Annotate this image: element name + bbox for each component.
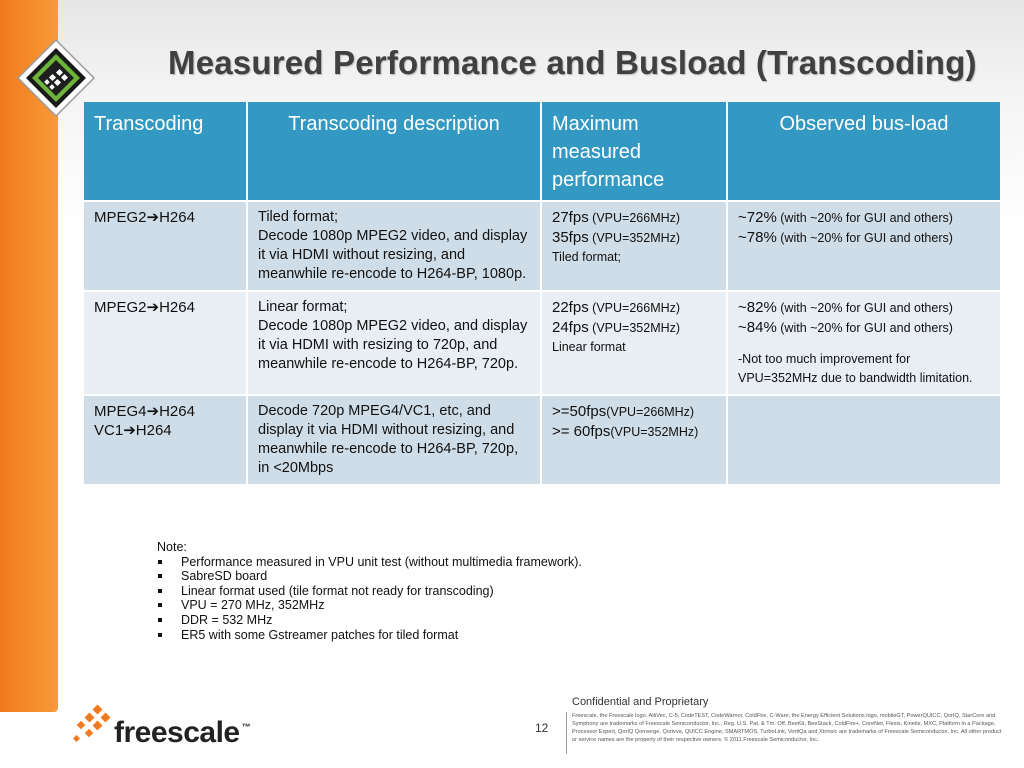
list-item: Performance measured in VPU unit test (without multimedia framework).: [157, 555, 582, 570]
description-cell: Linear format; Decode 1080p MPEG2 video, and display it via HDMI with resizing to 720p, and meanwhile re-encode to H264-BP, 720p.: [247, 291, 541, 395]
legal-notice: Freescale, the Freescale logo, AltiVec, C-5, CodeTEST, CodeWarrior, ColdFire, C-Ware, the Energy Efficient Solutions logo, mobileGT, PowerQUICC, QorIQ, StarCore and Symphony are trademarks of Freescale Semiconductor, Inc., Reg. U.S. Pat. & Tm. Off. BeeKit, BeeStack, ColdFire+, CoreNet, Flexis, Kinetis, MXC, Platform in a Package, Processor Expert, QorIQ Qonverge, Qorivva, QUICC Engine, SMARTMOS, TurboLink, VortiQa and Xtrinsic are trademarks of Freescale Semiconductor, Inc. All other product or service names are the property of their respective owners. © 2011 Freescale Semiconductor, Inc.: [572, 713, 1002, 743]
performance-value: >=50fps(VPU=266MHz): [552, 403, 695, 420]
list-item: DDR = 532 MHz: [157, 613, 582, 628]
busload-value: ~82% (with ~20% for GUI and others): [738, 299, 953, 316]
logo-wordmark: freescale ™: [114, 716, 251, 749]
description-cell: Tiled format; Decode 1080p MPEG2 video, and display it via HDMI without resizing, and meanwhile re-encode to H264-BP, 1080p.: [247, 201, 541, 291]
right-arrow-icon: ➔: [146, 299, 160, 316]
description-cell: Decode 720p MPEG4/VC1, etc, and display it via HDMI without resizing, and meanwhile re-encode to H264-BP, 720p, in <20Mbps: [247, 395, 541, 484]
performance-cell: [541, 291, 727, 395]
transcoding-cell: [84, 395, 247, 484]
busload-value: ~78% (with ~20% for GUI and others): [738, 229, 953, 246]
header-performance: Maximum measured performance: [541, 102, 727, 201]
busload-cell: [727, 201, 1000, 291]
note-section: [157, 540, 582, 642]
note-list: [157, 555, 582, 643]
performance-value: >= 60fps(VPU=352MHz): [552, 423, 699, 440]
confidential-label: Confidential and Proprietary: [572, 696, 709, 708]
right-arrow-icon: ➔: [123, 422, 136, 439]
busload-cell: [727, 291, 1000, 395]
performance-value: 22fps (VPU=266MHz): [552, 299, 681, 316]
performance-cell: [541, 395, 727, 484]
performance-value: 24fps (VPU=352MHz): [552, 319, 681, 336]
transcoding-cell: [84, 291, 247, 395]
transcoding-pair: MPEG2➔H264: [94, 209, 195, 226]
freescale-logo: [72, 702, 262, 752]
table-row: [84, 201, 1000, 291]
page-number: 12: [535, 721, 549, 735]
performance-format-note: Tiled format;: [552, 250, 622, 264]
note-heading: Note:: [157, 540, 187, 554]
busload-cell: [727, 395, 1000, 484]
performance-value: 35fps (VPU=352MHz): [552, 229, 681, 246]
right-arrow-icon: ➔: [146, 403, 160, 420]
header-transcoding: Transcoding: [84, 102, 247, 201]
performance-table: [84, 102, 1000, 484]
header-busload: Observed bus-load: [727, 102, 1000, 201]
table-header-row: [84, 102, 1000, 201]
transcoding-pair: MPEG4➔H264: [94, 403, 195, 420]
performance-format-note: Linear format: [552, 340, 626, 354]
transcoding-pair: MPEG2➔H264: [94, 299, 195, 316]
list-item: VPU = 270 MHz, 352MHz: [157, 598, 582, 613]
table-row: [84, 291, 1000, 395]
list-item: Linear format used (tile format not ready for transcoding): [157, 584, 582, 599]
performance-value: 27fps (VPU=266MHz): [552, 209, 681, 226]
header-description: Transcoding description: [247, 102, 541, 201]
performance-cell: [541, 201, 727, 291]
busload-limitation-note: -Not too much improvement for VPU=352MHz due to bandwidth limitation.: [738, 352, 973, 385]
footer-divider: [566, 712, 567, 754]
transcoding-pair: VC1➔H264: [94, 422, 172, 439]
busload-value: ~84% (with ~20% for GUI and others): [738, 319, 953, 336]
page-title: Measured Performance and Busload (Transcoding): [168, 44, 977, 81]
freescale-logo-icon: [72, 704, 114, 750]
list-item: SabreSD board: [157, 569, 582, 584]
busload-value: ~72% (with ~20% for GUI and others): [738, 209, 953, 226]
table-row: [84, 395, 1000, 484]
right-arrow-icon: ➔: [146, 209, 160, 226]
list-item: ER5 with some Gstreamer patches for tiled format: [157, 628, 582, 643]
transcoding-cell: [84, 201, 247, 291]
